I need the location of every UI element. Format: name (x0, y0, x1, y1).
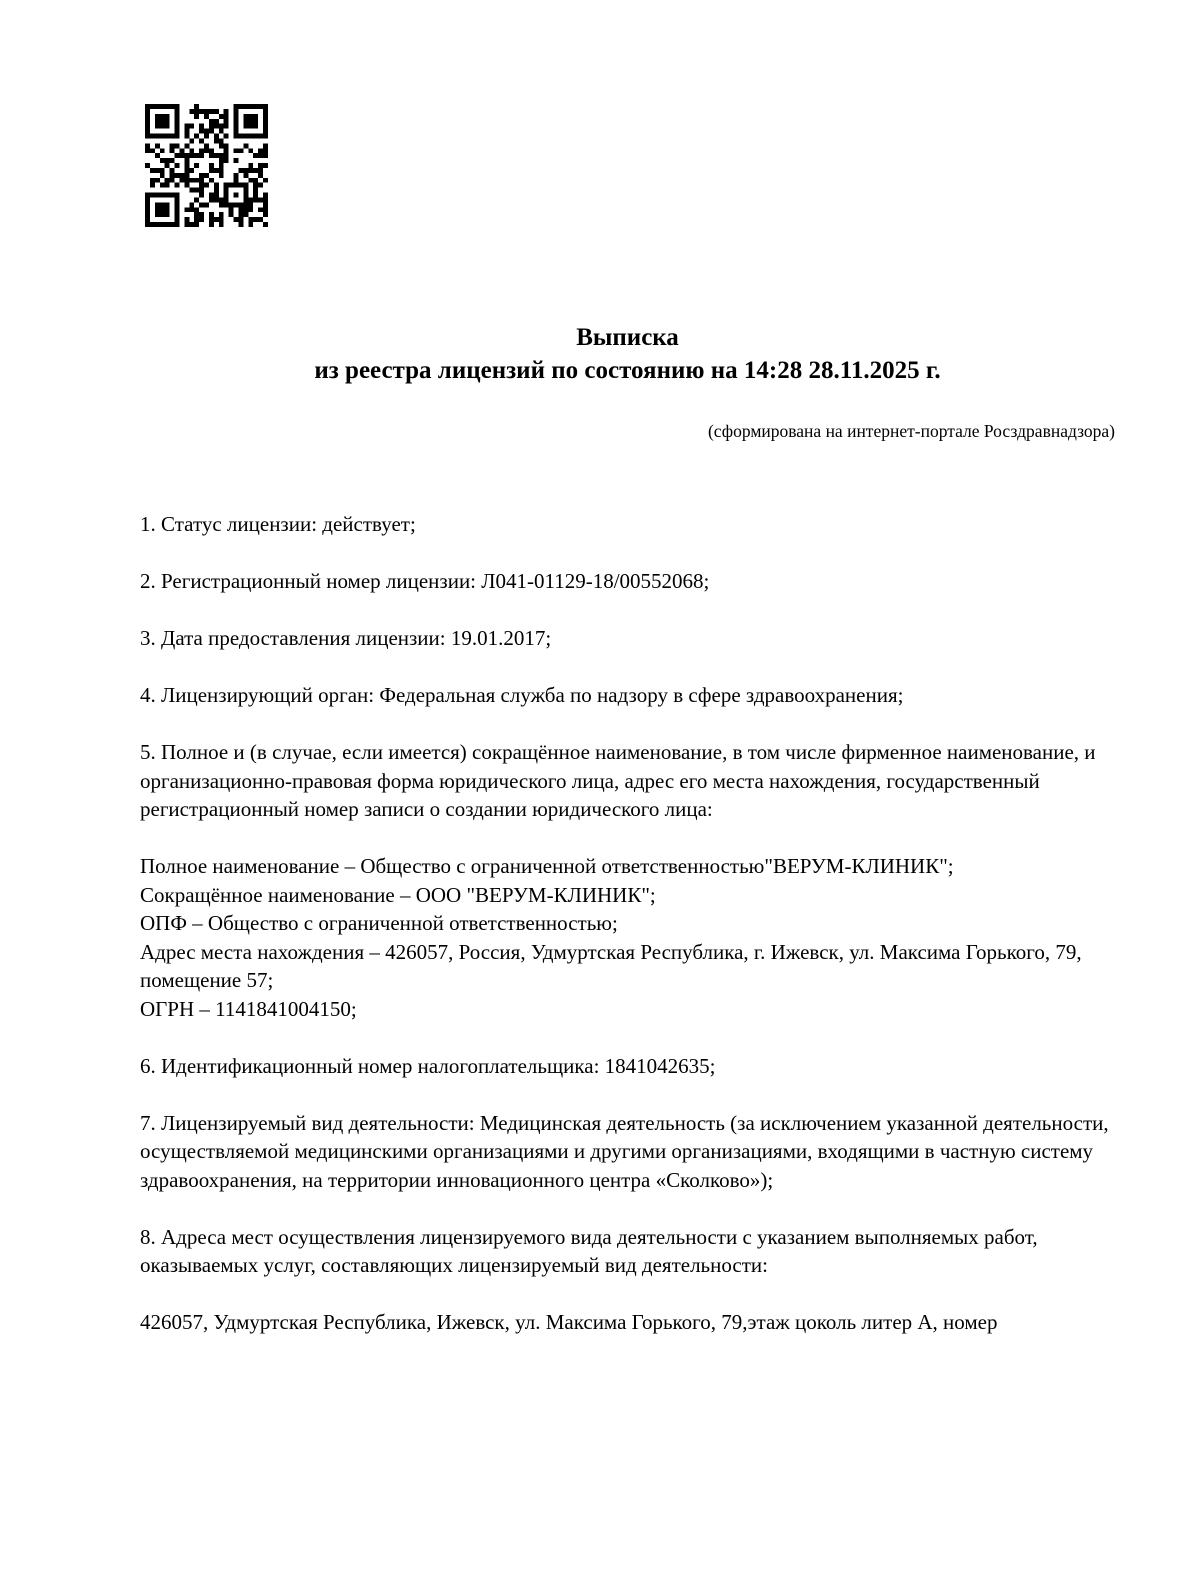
qr-code-icon (145, 104, 268, 227)
document-subtitle: (сформирована на интернет-портале Росздравнадзора) (707, 421, 1115, 441)
title-line-1: Выписка (576, 324, 679, 351)
item-licensed-activity: 7. Лицензируемый вид деятельности: Медицинская деятельность (за исключением указанной деятельности, осуществляемой медицинскими организациями и другими организациями, входящими в частную систему здравоохранения, на территории инновационного центра «Сколково»); (140, 1110, 1109, 1192)
title-line-2: из реестра лицензий по состоянию на 14:28 28.11.2025 г. (314, 357, 941, 384)
organization-details (140, 852, 1115, 1023)
item-addresses-intro: 8. Адреса мест осуществления лицензируемого вида деятельности с указанием выполняемых работ, оказываемых услуг, составляющих лицензируемый вид деятельности: (140, 1224, 1038, 1277)
item-taxpayer-number: 6. Идентификационный номер налогоплательщика: 1841042635; (140, 1053, 716, 1078)
item-license-status: 1. Статус лицензии: действует; (140, 512, 416, 536)
org-full-name: Полное наименование – Общество с ограниченной ответственностью"ВЕРУМ-КЛИНИК"; (140, 854, 954, 878)
item-naming-intro: 5. Полное и (в случае, если имеется) сокращённое наименование, в том числе фирменное наименование, и организационно-правовая форма юридического лица, адрес его места нахождения, государственный регистрационный номер записи о создании юридического лица: (140, 740, 1096, 821)
item-licensing-authority: 4. Лицензирующий орган: Федеральная служба по надзору в сфере здравоохранения; (140, 683, 904, 707)
item-registration-number: 2. Регистрационный номер лицензии: Л041-01129-18/00552068; (140, 569, 710, 593)
org-short-name: Сокращённое наименование – ООО "ВЕРУМ-КЛИНИК"; (140, 882, 656, 907)
activity-address-line: 426057, Удмуртская Республика, Ижевск, ул. Максима Горького, 79,этаж цоколь литер А, номер (140, 1310, 998, 1334)
document-title (140, 321, 1115, 387)
org-legal-form: ОПФ – Общество с ограниченной ответственностью; (140, 911, 618, 935)
document-content (140, 321, 1115, 1337)
org-address: Адрес места нахождения – 426057, Россия, Удмуртская Республика, г. Ижевск, ул. Максима Горького, 79, помещение 57; (140, 939, 1082, 992)
item-grant-date: 3. Дата предоставления лицензии: 19.01.2017; (140, 626, 552, 650)
org-ogrn: ОГРН – 1141841004150; (140, 996, 357, 1021)
